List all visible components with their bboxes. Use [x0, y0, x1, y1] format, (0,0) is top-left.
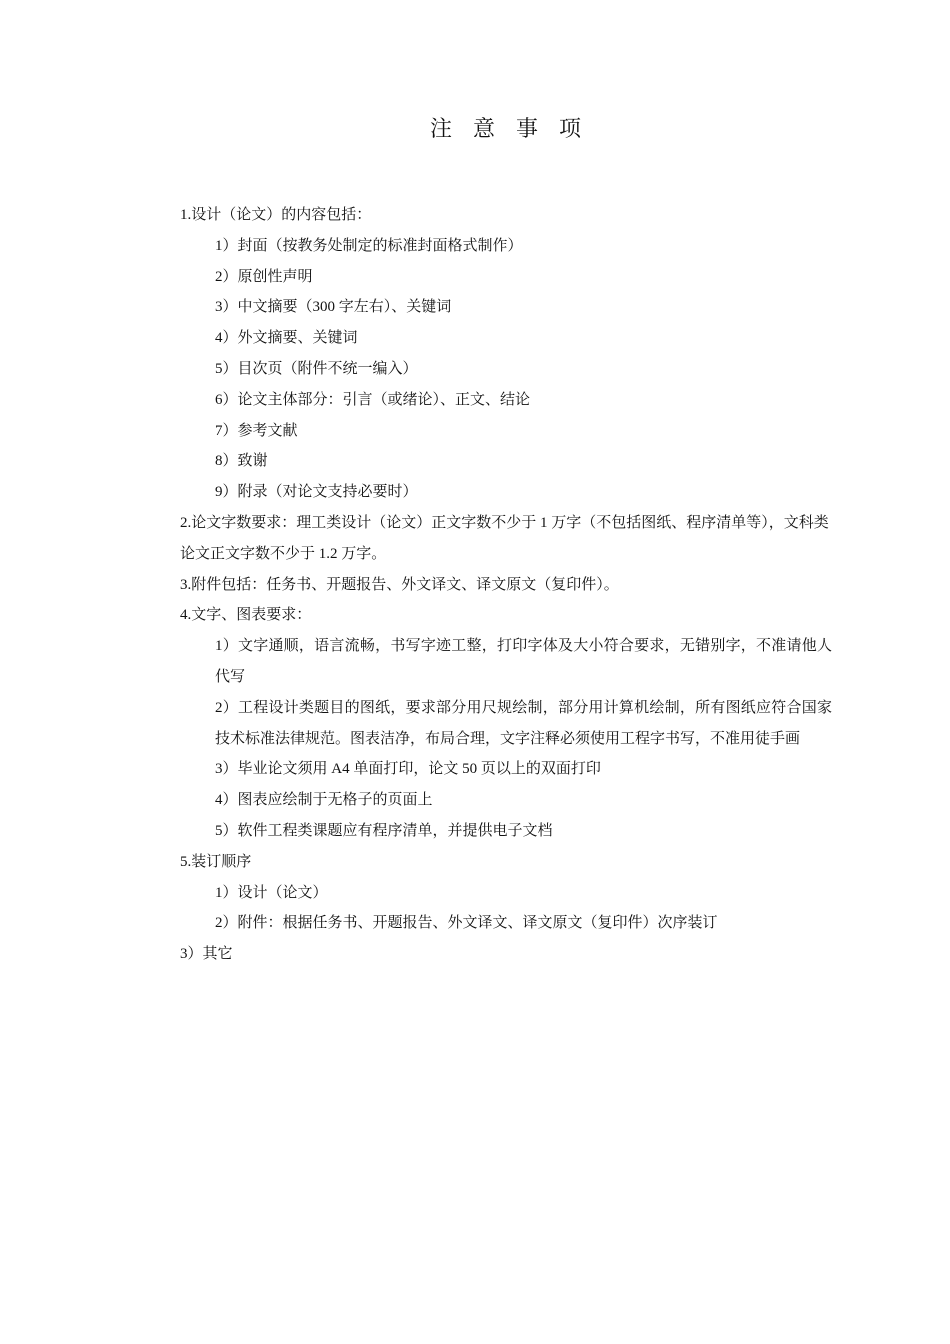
- section-5-item-2: 2）附件：根据任务书、开题报告、外文译文、译文原文（复印件）次序装订: [215, 915, 718, 932]
- section-4-item-4: 4）图表应绘制于无格子的页面上: [215, 792, 433, 809]
- section-1-item-2: 2）原创性声明: [215, 268, 313, 285]
- section-1-item-8: 8）致谢: [215, 453, 268, 470]
- section-4-item-3: 3）毕业论文须用 A4 单面打印，论文 50 页以上的双面打印: [215, 761, 601, 778]
- section-4-heading: 4.文字、图表要求：: [180, 607, 312, 624]
- section-2-paragraph: 2.论文字数要求：理工类设计（论文）正文字数不少于 1 万字（不包括图纸、程序清单等），文科类论文正文字数不少于 1.2 万字。: [180, 514, 829, 562]
- section-4-item-2: 2）工程设计类题目的图纸，要求部分用尺规绘制，部分用计算机绘制，所有图纸应符合国家技术标准法律规范。图表洁净，布局合理，文字注释必须使用工程字书写，不准用徒手画: [215, 699, 832, 747]
- section-1-item-5: 5）目次页（附件不统一编入）: [215, 360, 418, 377]
- section-1-item-7: 7）参考文献: [215, 422, 298, 439]
- section-1-item-3: 3）中文摘要（300 字左右）、关键词: [215, 299, 452, 316]
- section-5-item-1: 1）设计（论文）: [215, 884, 328, 901]
- page-title: 注 意 事 项: [430, 117, 588, 142]
- section-4-item-5: 5）软件工程类课题应有程序清单，并提供电子文档: [215, 822, 553, 839]
- notes-body: [180, 200, 832, 970]
- section-5-item-3: 3）其它: [180, 946, 233, 963]
- section-1-item-6: 6）论文主体部分：引言（或绪论）、正文、结论: [215, 391, 531, 408]
- section-5-heading: 5.装订顺序: [180, 853, 252, 870]
- section-3-paragraph: 3.附件包括：任务书、开题报告、外文译文、译文原文（复印件）。: [180, 576, 619, 593]
- section-1-heading: 1.设计（论文）的内容包括：: [180, 207, 372, 223]
- section-4-item-1: 1）文字通顺，语言流畅，书写字迹工整，打印字体及大小符合要求，无错别字，不准请他人代写: [215, 638, 832, 685]
- section-1-item-4: 4）外文摘要、关键词: [215, 330, 358, 347]
- section-1-item-9: 9）附录（对论文支持必要时）: [215, 484, 418, 501]
- section-1-item-1: 1）封面（按教务处制定的标准封面格式制作）: [215, 237, 523, 254]
